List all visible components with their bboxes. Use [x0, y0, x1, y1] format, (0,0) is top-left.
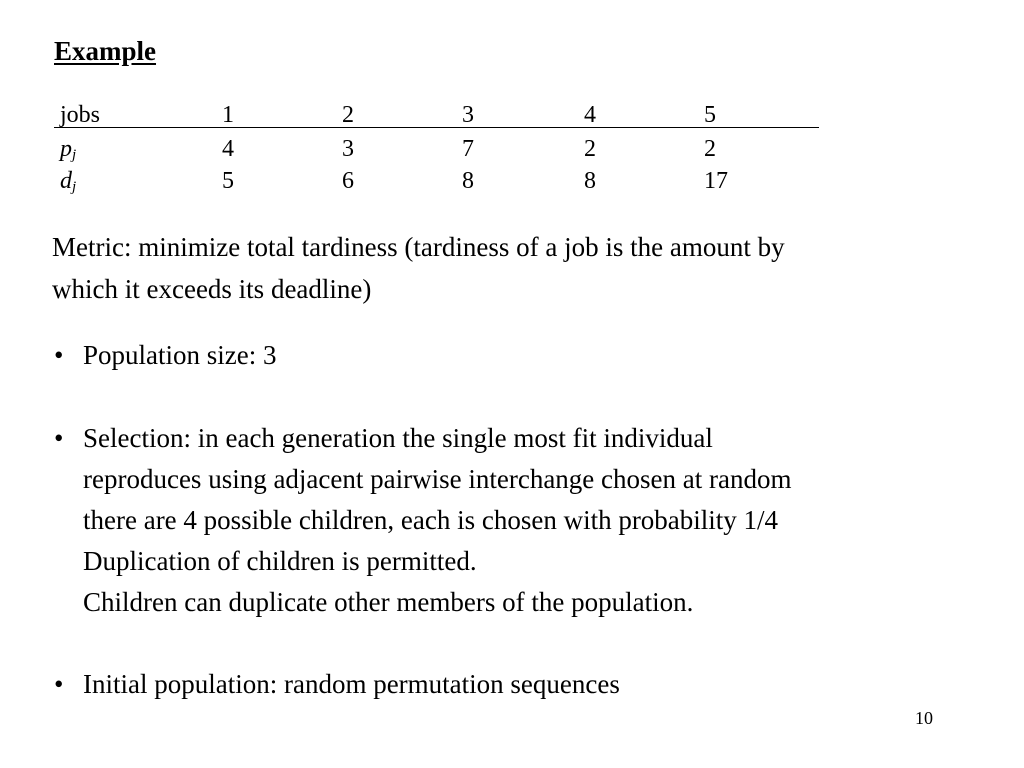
table-cell: 5 — [222, 168, 234, 194]
table-header-cell: 3 — [462, 102, 474, 128]
table-header-cell: jobs — [60, 102, 101, 128]
bullet-line: Selection: in each generation the single most fit individual — [83, 423, 713, 453]
bullet-list — [52, 335, 1002, 705]
table-header-cell: 1 — [222, 102, 234, 128]
bullet-icon: • — [54, 669, 64, 699]
table-cell: 2 — [584, 136, 596, 162]
table-header-cell: 5 — [704, 102, 716, 128]
bullet-icon: • — [54, 423, 64, 453]
bullet-icon: • — [54, 340, 64, 370]
table-cell: 2 — [704, 136, 716, 162]
bullet-line: Initial population: random permutation sequences — [83, 669, 620, 699]
bullet-item-population-size — [52, 335, 1002, 376]
metric-line: which it exceeds its deadline) — [52, 274, 372, 304]
row-label-subscript: j — [72, 179, 77, 195]
metric-line: Metric: minimize total tardiness (tardiness of a job is the amount by — [52, 232, 785, 262]
table-cell: 4 — [222, 136, 234, 162]
table-row-due-date — [54, 165, 819, 197]
table-cell: 17 — [704, 168, 728, 194]
row-label-main: p — [60, 136, 72, 162]
bullet-line: Population size: 3 — [83, 340, 277, 370]
page-number: 10 — [915, 708, 933, 728]
table-header-cell: 2 — [342, 102, 354, 128]
table-cell: 8 — [584, 168, 596, 194]
bullet-item-initial-population — [52, 664, 1002, 705]
job-table — [54, 100, 819, 197]
table-cell: 3 — [342, 136, 354, 162]
bullet-line: Children can duplicate other members of the population. — [83, 587, 694, 617]
bullet-line: reproduces using adjacent pairwise interchange chosen at random — [83, 464, 792, 494]
table-header-row — [54, 100, 819, 128]
table-cell: 8 — [462, 168, 474, 194]
bullet-line: there are 4 possible children, each is chosen with probability 1/4 — [83, 505, 779, 535]
metric-paragraph — [52, 226, 1002, 310]
table-cell: 6 — [342, 168, 354, 194]
table-cell: 7 — [462, 136, 474, 162]
slide-title: Example — [54, 36, 157, 66]
bullet-line: Duplication of children is permitted. — [83, 546, 477, 576]
table-header-cell: 4 — [584, 102, 596, 128]
row-label-d — [60, 165, 76, 203]
row-label-main: d — [60, 168, 72, 194]
row-label-subscript: j — [72, 147, 77, 163]
bullet-item-selection — [52, 418, 1002, 623]
table-row-processing-time — [54, 133, 819, 165]
